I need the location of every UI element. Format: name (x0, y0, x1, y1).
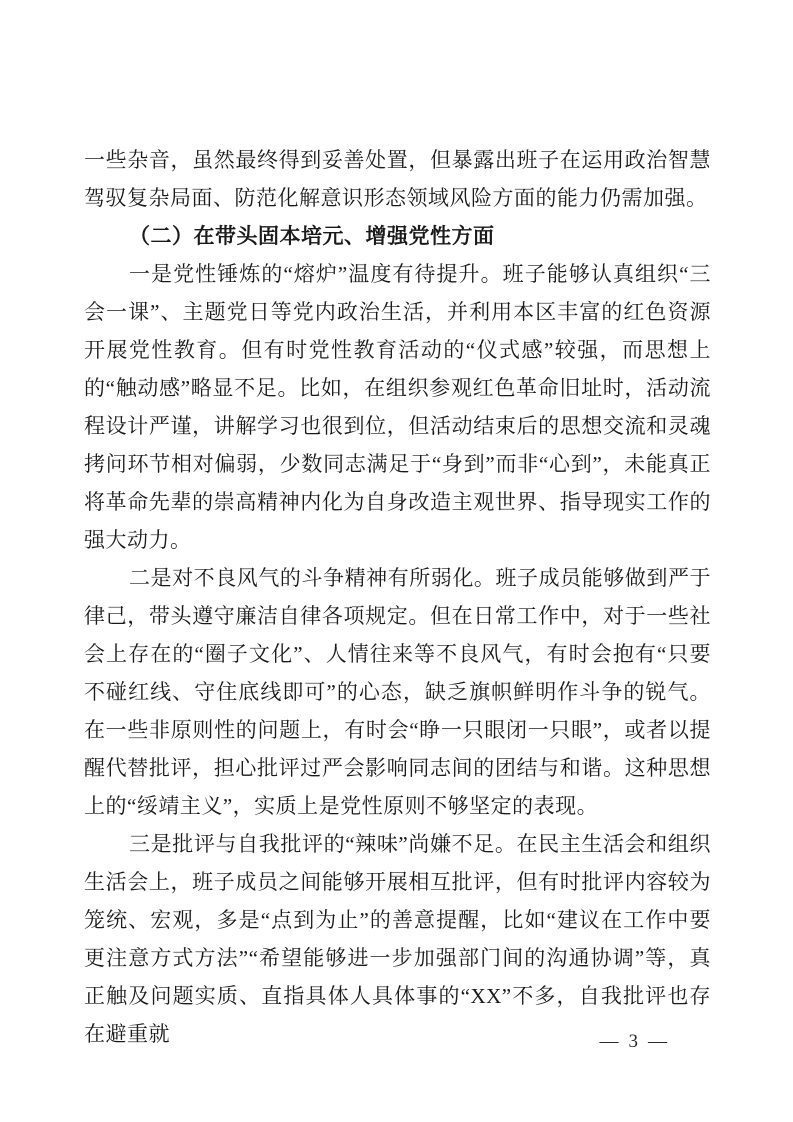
section-heading: （二）在带头固本培元、增强党性方面 (129, 224, 495, 248)
page-number: 3 (628, 1031, 638, 1052)
body-paragraph-2: 二是对不良风气的斗争精神有所弱化。班子成员能够做到严于律己，带头遵守廉洁自律各项规定。但在日常工作中，对于一些社会上存在的“圈子文化”、人情往来等不良风气，有时会抱有“只要不碰红线、守住底线即可”的心态，缺乏旗帜鲜明作斗争的锐气。在一些非原则性的问题上，有时会“睁一只眼闭一只眼”，或者以提醒代替批评，担心批评过严会影响同志间的团结与和谐。这种思想上的“绥靖主义”，实质上是党性原则不够坚定的表现。 (84, 566, 711, 818)
body-paragraph-3: 三是批评与自我批评的“辣味”尚嫌不足。在民主生活会和组织生活会上，班子成员之间能够开展相互批评，但有时批评内容较为笼统、宏观，多是“点到为止”的善意提醒，比如“建议在工作中要更注意方式方法”“希望能够进一步加强部门间的沟通协调”等，真正触及问题实质、直指具体人具体事的“XX”不多，自我批评也存在避重就 (84, 832, 711, 1046)
body-paragraph-1: 一是党性锤炼的“熔炉”温度有待提升。班子能够认真组织“三会一课”、主题党日等党内政治生活，并利用本区丰富的红色资源开展党性教育。但有时党性教育活动的“仪式感”较强，而思想上的“触动感”略显不足。比如，在组织参观红色革命旧址时，活动流程设计严谨，讲解学习也很到位，但活动结束后的思想交流和灵魂拷问环节相对偏弱，少数同志满足于“身到”而非“心到”，未能真正将革命先辈的崇高精神内化为自身改造主观世界、指导现实工作的强大动力。 (84, 262, 711, 552)
page-footer (600, 1031, 668, 1053)
footer-dash-right: — (648, 1031, 667, 1052)
footer-dash-left: — (599, 1031, 619, 1052)
continuation-paragraph: 一些杂音，虽然最终得到妥善处置，但暴露出班子在运用政治智慧驾驭复杂局面、防范化解意识形态领域风险方面的能力仍需加强。 (84, 148, 711, 210)
document-content (84, 141, 711, 1053)
